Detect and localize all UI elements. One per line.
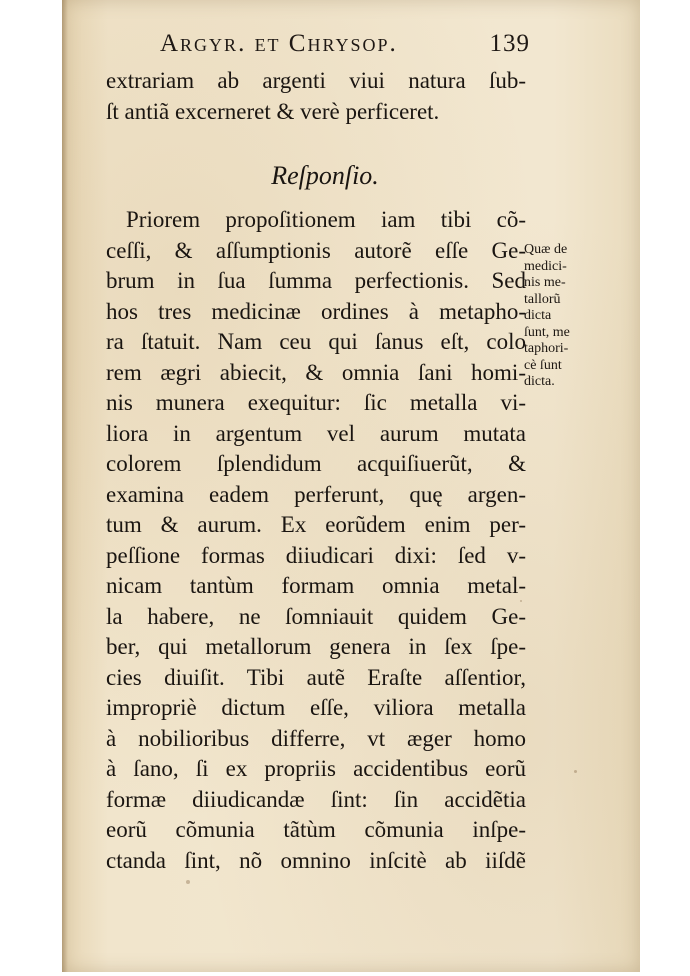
text-line: Priorem propoſitionem iam tibi cõ- — [126, 207, 526, 232]
marginal-note-line: medici- — [524, 258, 567, 274]
marginal-note-line: ſunt, me — [524, 324, 570, 340]
marginal-note-line: cè ſunt — [524, 357, 562, 373]
text-line: la habere, ne ſomniauit quidem Ge- — [106, 603, 526, 629]
text-line: cies diuiſit. Tibi autẽ Eraſte aſſentior, — [106, 664, 526, 690]
page-header — [160, 30, 530, 66]
section-heading: Reſponſio. — [271, 161, 379, 190]
text-line: extrariam ab argenti viui natura ſub- — [106, 68, 526, 93]
text-line: nicam tantùm formam omnia metal- — [106, 573, 526, 598]
text-line: eorũ cõmunia tãtùm cõmunia inſpe- — [106, 817, 526, 842]
text-line: liora in argentum vel aurum mutata — [106, 420, 526, 446]
text-line: hos tres medicinæ ordines à metapho- — [106, 298, 526, 324]
text-line: à nobilioribus differre, vt æger homo — [106, 725, 526, 751]
text-line: ctanda ſint, nõ omnino inſcitè ab iiſdẽ — [106, 847, 526, 873]
text-line: ra ſtatuit. Nam ceu qui ſanus eſt, colo — [106, 329, 526, 354]
text-line: ſt antiã excerneret & verè perficeret. — [106, 98, 440, 124]
text-line: impropriè dictum eſſe, viliora metalla — [106, 695, 526, 720]
paper-speck — [574, 770, 577, 773]
text-line: peſſione formas diiudicari dixi: ſed v- — [106, 542, 526, 568]
marginal-note-line: nis me- — [524, 275, 566, 290]
text-line: tum & aurum. Ex eorũdem enim per- — [106, 512, 526, 537]
main-text — [106, 66, 526, 876]
text-line: brum in ſua ſumma perfectionis. Sed — [106, 268, 526, 293]
page-gutter-shadow — [62, 0, 68, 972]
text-line: rem ægri abiecit, & omnia ſani homi- — [106, 359, 526, 385]
marginal-note — [524, 242, 604, 391]
text-line: formæ diiudicandæ ſint: ſin accidẽtia — [106, 786, 526, 812]
marginal-note-line: taphori- — [524, 341, 569, 356]
text-line: examina eadem perferunt, quę argen- — [106, 481, 526, 507]
marginal-note-line: Quæ de — [524, 242, 568, 257]
text-line: ber, qui metallorum genera in ſex ſpe- — [106, 634, 526, 659]
text-line: à ſano, ſi ex propriis accidentibus eorũ — [106, 756, 526, 781]
text-line: ceſſi, & aſſumptionis autorẽ eſſe Ge- — [106, 237, 526, 263]
paper-speck — [520, 600, 522, 602]
marginal-note-line: tallorũ — [524, 291, 561, 307]
text-line: colorem ſplendidum acquiſiuerũt, & — [106, 451, 526, 476]
page-number: 139 — [489, 30, 530, 57]
running-title: Argyr. et Chrysop. — [160, 30, 398, 57]
paper-speck — [186, 880, 190, 884]
text-line: nis munera exequitur: ſic metalla vi- — [106, 390, 526, 415]
marginal-note-line: dicta. — [524, 374, 555, 389]
marginal-note-line: dicta — [524, 308, 552, 323]
